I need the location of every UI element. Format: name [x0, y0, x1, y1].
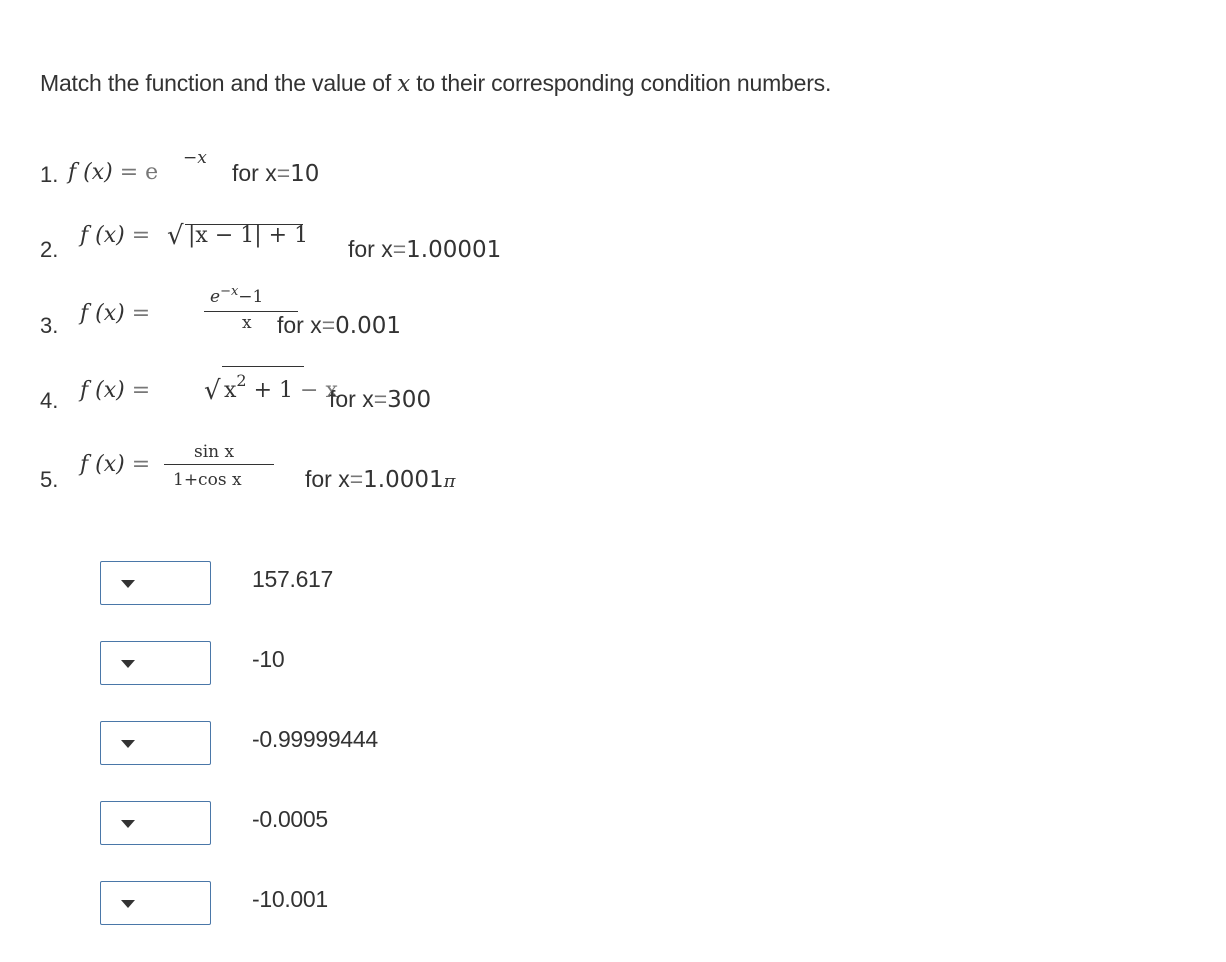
radical-bar [222, 366, 304, 367]
function-name: f (x) [68, 160, 113, 185]
condition [329, 386, 431, 413]
match-answer-1: 157.617 [252, 566, 334, 592]
radicand [224, 371, 338, 403]
match-dropdown-1[interactable] [100, 561, 211, 605]
item-number: 5. [40, 467, 59, 492]
function-expression [80, 301, 150, 326]
condition-label: for x [348, 236, 393, 262]
condition-label: for x [277, 312, 322, 338]
equals-base: = e [112, 160, 159, 185]
question-variable: x [397, 71, 410, 97]
numerator [210, 284, 264, 307]
match-dropdown-5[interactable] [100, 881, 211, 925]
exponent: −x [183, 148, 207, 168]
match-answer-3: -0.99999444 [252, 726, 378, 752]
radical-sign: √ [204, 376, 221, 406]
caret-down-icon [121, 580, 135, 588]
condition-equals: = [321, 312, 336, 338]
item-number: 2. [40, 237, 59, 262]
equals-sign: = [124, 452, 151, 477]
condition-equals: = [392, 236, 407, 262]
condition-label: for x [305, 466, 350, 492]
function-item-1 [40, 148, 740, 208]
item-number: 1. [40, 162, 59, 187]
function-item-4 [40, 360, 740, 420]
match-answer-2: -10 [252, 646, 285, 672]
equals-sign: = [124, 378, 151, 403]
after-radical: − x [293, 378, 338, 403]
function-expression [68, 160, 158, 185]
function-item-2 [40, 215, 740, 275]
radicand-base: x [224, 378, 237, 403]
radical-sign: √ [167, 221, 184, 251]
radicand: |x − 1| + 1 [188, 223, 309, 248]
condition-label: for x [232, 160, 277, 186]
condition [348, 236, 501, 263]
caret-down-icon [121, 740, 135, 748]
function-name: f (x) [80, 452, 125, 477]
function-expression [80, 452, 150, 477]
condition-equals: = [276, 160, 291, 186]
match-answer-5: -10.001 [252, 886, 328, 912]
condition-value: 300 [387, 387, 432, 413]
condition [277, 312, 401, 339]
caret-down-icon [121, 900, 135, 908]
denominator: x [242, 313, 252, 333]
numerator-tail: −1 [238, 287, 264, 307]
radicand-tail: + 1 [246, 378, 294, 403]
function-expression [80, 378, 150, 403]
function-expression [80, 223, 150, 248]
question-text-after: to their corresponding condition numbers. [410, 70, 832, 96]
match-dropdown-4[interactable] [100, 801, 211, 845]
condition-pi: π [443, 471, 456, 492]
equals-sign: = [124, 301, 151, 326]
condition-value: 0.001 [335, 313, 402, 339]
caret-down-icon [121, 820, 135, 828]
function-name: f (x) [80, 223, 125, 248]
caret-down-icon [121, 660, 135, 668]
condition-value: 10 [290, 161, 320, 187]
condition-value: 1.00001 [406, 237, 502, 263]
equals-sign: = [124, 223, 151, 248]
function-item-5 [40, 440, 740, 500]
numerator-base: e [210, 287, 221, 307]
match-answer-4: -0.0005 [252, 806, 328, 832]
item-number: 3. [40, 313, 59, 338]
condition [305, 466, 456, 493]
radicand-exponent: 2 [236, 371, 247, 390]
match-dropdown-3[interactable] [100, 721, 211, 765]
function-item-3 [40, 285, 740, 345]
numerator-exponent: −x [220, 284, 239, 299]
question-prompt [40, 70, 831, 97]
item-number: 4. [40, 388, 59, 413]
match-dropdown-2[interactable] [100, 641, 211, 685]
condition-value: 1.0001 [363, 467, 444, 493]
condition-label: for x [329, 386, 374, 412]
fraction-bar [164, 464, 274, 465]
question-text-before: Match the function and the value of [40, 70, 398, 96]
condition-equals: = [349, 466, 364, 492]
condition [232, 160, 319, 187]
function-name: f (x) [80, 378, 125, 403]
denominator: 1+cos x [173, 470, 242, 490]
function-name: f (x) [80, 301, 125, 326]
numerator: sin x [194, 442, 235, 462]
condition-equals: = [373, 386, 388, 412]
